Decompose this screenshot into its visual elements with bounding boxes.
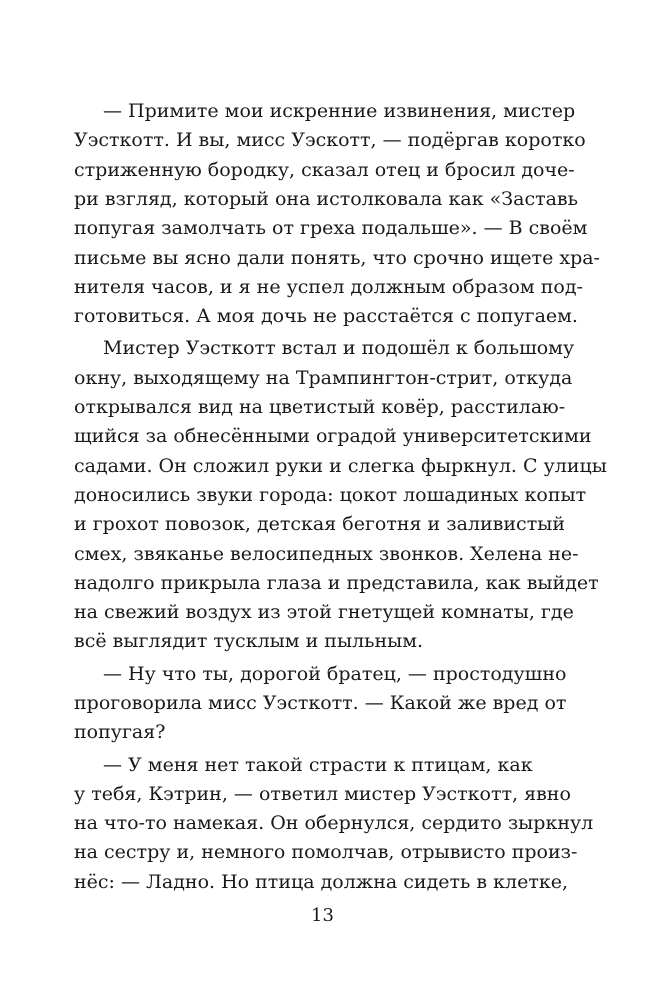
text-line: попугая? bbox=[74, 721, 166, 743]
text-line: и грохот повозок, детская беготня и заливистый bbox=[74, 513, 565, 535]
text-line: на что-то намекая. Он обернулся, сердито зыркнул bbox=[74, 812, 594, 834]
text-line: стриженную бородку, сказал отец и бросил доче- bbox=[74, 159, 575, 181]
text-line: — Ну что ты, дорогой братец, — простодушно bbox=[103, 663, 567, 685]
text-line: садами. Он сложил руки и слегка фыркнул. С улицы bbox=[74, 455, 607, 477]
text-line: проговорила мисс Уэсткотт. — Какой же вред от bbox=[74, 692, 567, 714]
text-line: Уэсткотт. И вы, мисс Уэскотт, — подёргав коротко bbox=[74, 129, 586, 151]
text-line: Мистер Уэсткотт встал и подошёл к большому bbox=[103, 337, 575, 359]
text-line: попугая замолчать от греха подальше». — В своём bbox=[74, 217, 588, 239]
text-line: окну, выходящему на Трампингтон-стрит, откуда bbox=[74, 367, 573, 389]
page-number: 13 bbox=[311, 905, 334, 926]
text-line: смех, звяканье велосипедных звонков. Хелена не- bbox=[74, 543, 579, 565]
text-line: ри взгляд, который она истолковала как «Заставь bbox=[74, 188, 578, 210]
text-line: открывался вид на цветистый ковёр, расстилаю- bbox=[74, 396, 566, 418]
text-line: у тебя, Кэтрин, — ответил мистер Уэсткотт, явно bbox=[74, 783, 571, 805]
text-line: нителя часов, и я не успел должным образом под- bbox=[74, 276, 583, 298]
text-line: щийся за обнесёнными оградой университетскими bbox=[74, 425, 592, 447]
text-line: нёс: — Ладно. Но птица должна сидеть в клетке, bbox=[74, 871, 569, 893]
text-line: всё выглядит тусклым и пыльным. bbox=[74, 630, 424, 652]
text-line: доносились звуки города: цокот лошадиных копыт bbox=[74, 484, 587, 506]
text-line: — У меня нет такой страсти к птицам, как bbox=[103, 754, 533, 776]
text-line: готовиться. А моя дочь не расстаётся с попугаем. bbox=[74, 305, 578, 327]
text-line: на сестру и, немного помолчав, отрывисто произ- bbox=[74, 841, 578, 863]
text-line: надолго прикрыла глаза и представила, как выйдет bbox=[74, 572, 599, 594]
text-line: на свежий воздух из этой гнетущей комнаты, где bbox=[74, 601, 574, 623]
text-line: — Примите мои искренние извинения, мистер bbox=[103, 100, 576, 122]
text-line: письме вы ясно дали понять, что срочно ищете хра- bbox=[74, 247, 600, 269]
